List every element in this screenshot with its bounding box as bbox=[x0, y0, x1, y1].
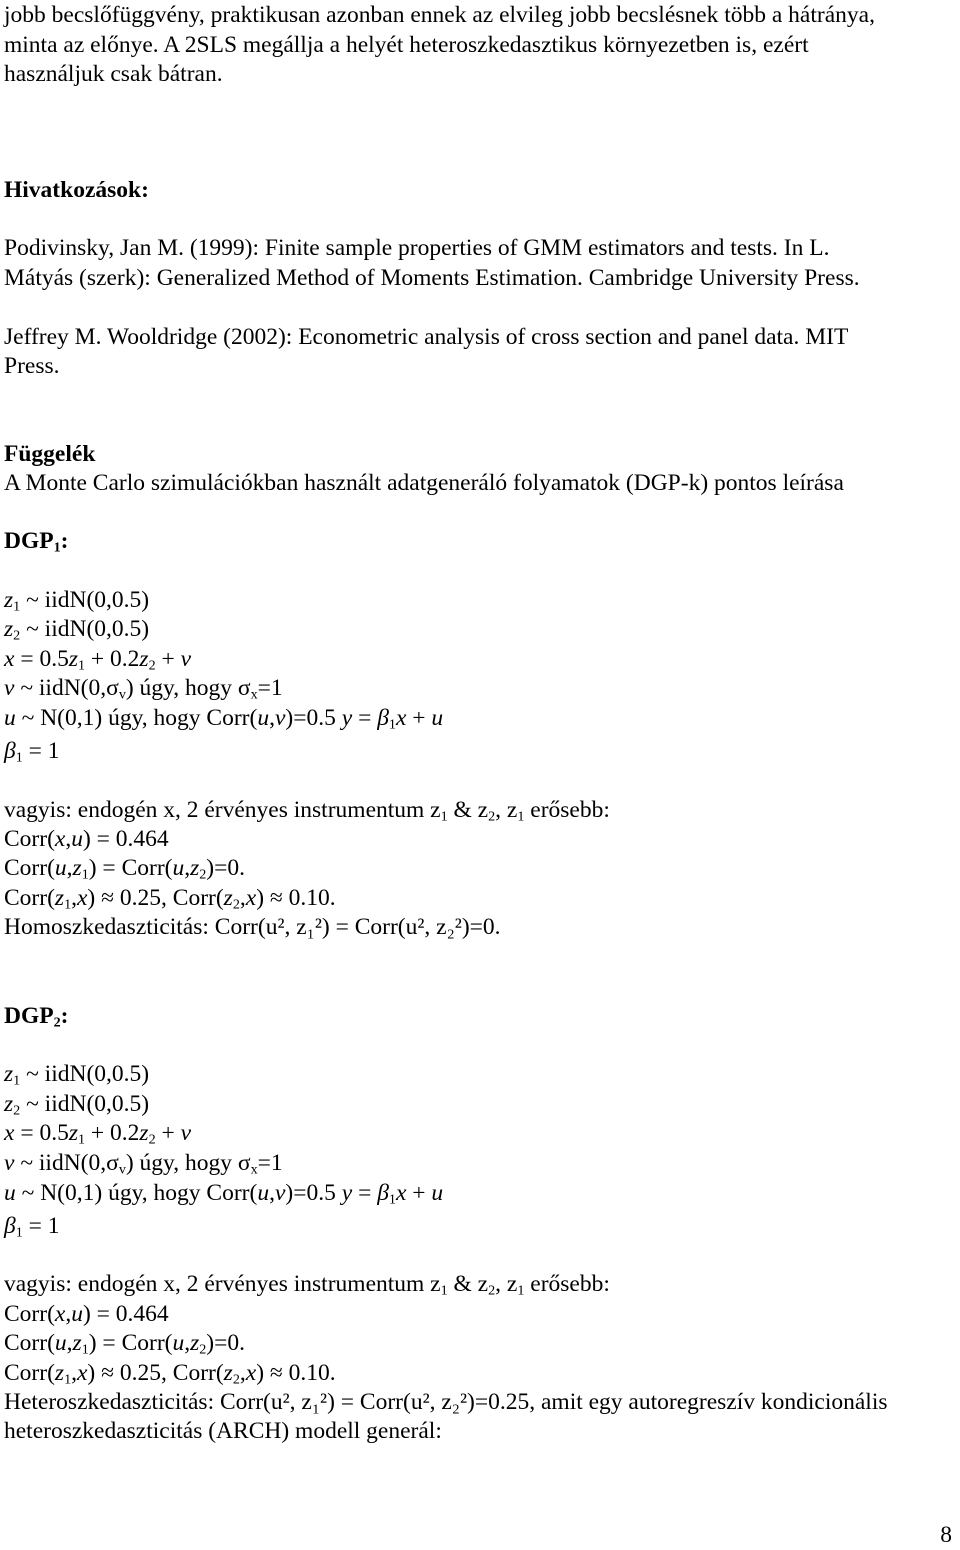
dgp2-heteroskedasticity-line-2: heteroszkedaszticitás (ARCH) modell generál: bbox=[4, 1418, 442, 1444]
dgp1-eq-z2: $z_2$ ~ iidN(0,0.5) bbox=[4, 616, 150, 644]
intro-line-3: használjuk csak bátran. bbox=[4, 61, 223, 87]
dgp2-title: $DGP_2$: bbox=[4, 1003, 69, 1031]
dgp2-corr-uz: $Corr(u,z_1)$ = $Corr(u,z_2)=0$. bbox=[4, 1330, 246, 1358]
dgp1-homoskedasticity: Homoszkedaszticitás: Corr(u², z₁²) = Corr(u², z₂²)=0. bbox=[4, 914, 501, 940]
intro-line-1: jobb becslőfüggvény, praktikusan azonban ennek az elvileg jobb becslésnek több a hátránya, bbox=[4, 2, 875, 28]
dgp1-eq-z1: $z_1$ ~ iidN(0,0.5) bbox=[4, 587, 150, 615]
dgp2-eq-z2: $z_2$ ~ iidN(0,0.5) bbox=[4, 1091, 150, 1119]
dgp2-eq-x: $x = 0.5z_1 + 0.2z_2 + v$ bbox=[4, 1120, 192, 1148]
dgp1-corr-uz: $Corr(u,z_1)$ = $Corr(u,z_2)=0$. bbox=[4, 855, 246, 883]
dgp2-eq-beta: $\beta_1 = 1$ bbox=[4, 1213, 60, 1241]
dgp1-corr-zx: $Corr(z_1,x) \approx 0.25$, $Corr(z_2,x) \approx 0.10$. bbox=[4, 885, 336, 913]
reference-podivinsky-line-1: Podivinsky, Jan M. (1999): Finite sample properties of GMM estimators and tests. In L. bbox=[4, 235, 830, 261]
dgp1-eq-beta: $\beta_1 = 1$ bbox=[4, 738, 60, 766]
dgp1-eq-u: u ~ N(0,1) úgy, hogy Corr(u,v)=0.5 $y = \beta_1x + u$ bbox=[4, 705, 444, 733]
appendix-heading: Függelék bbox=[4, 441, 96, 467]
dgp1-corr-xu: Corr(x,u) = 0.464 bbox=[4, 826, 169, 852]
dgp2-eq-z1: $z_1$ ~ iidN(0,0.5) bbox=[4, 1061, 150, 1089]
dgp1-eq-v: v ~ $iidN(0,\sigma_v)$ úgy, hogy $\sigma_x=1$ bbox=[4, 675, 283, 703]
dgp1-eq-x: $x = 0.5z_1 + 0.2z_2 + v$ bbox=[4, 646, 192, 674]
reference-podivinsky-line-2: Mátyás (szerk): Generalized Method of Moments Estimation. Cambridge University Press. bbox=[4, 265, 860, 291]
reference-wooldridge-line-1: Jeffrey M. Wooldridge (2002): Econometric analysis of cross section and panel data. MIT bbox=[4, 324, 849, 350]
intro-line-2: minta az előnye. A 2SLS megállja a helyét heteroszkedasztikus környezetben is, ezért bbox=[4, 32, 809, 58]
dgp2-corr-zx: $Corr(z_1,x) \approx 0.25$, $Corr(z_2,x) \approx 0.10$. bbox=[4, 1360, 336, 1388]
dgp2-corr-xu: Corr(x,u) = 0.464 bbox=[4, 1301, 169, 1327]
references-heading: Hivatkozások: bbox=[4, 177, 149, 203]
page-number: 8 bbox=[940, 1522, 952, 1548]
dgp2-heteroskedasticity-line-1: Heteroszkedaszticitás: Corr(u², z₁²) = Corr(u², z₂²)=0.25, amit egy autoregreszív kondicionális bbox=[4, 1389, 888, 1415]
dgp1-title: $DGP_1$: bbox=[4, 528, 69, 556]
reference-wooldridge-line-2: Press. bbox=[4, 353, 60, 379]
dgp2-eq-v: v ~ $iidN(0,\sigma_v)$ úgy, hogy $\sigma_x=1$ bbox=[4, 1150, 283, 1178]
dgp2-eq-u: u ~ N(0,1) úgy, hogy Corr(u,v)=0.5 $y = \beta_1x + u$ bbox=[4, 1180, 444, 1208]
dgp2-summary: vagyis: endogén x, 2 érvényes instrumentum $z_1$ & $z_2$, $z_1$ erősebb: bbox=[4, 1271, 610, 1299]
dgp1-summary: vagyis: endogén x, 2 érvényes instrumentum $z_1$ & $z_2$, $z_1$ erősebb: bbox=[4, 797, 610, 825]
appendix-description: A Monte Carlo szimulációkban használt adatgeneráló folyamatok (DGP-k) pontos leírása bbox=[4, 470, 844, 496]
